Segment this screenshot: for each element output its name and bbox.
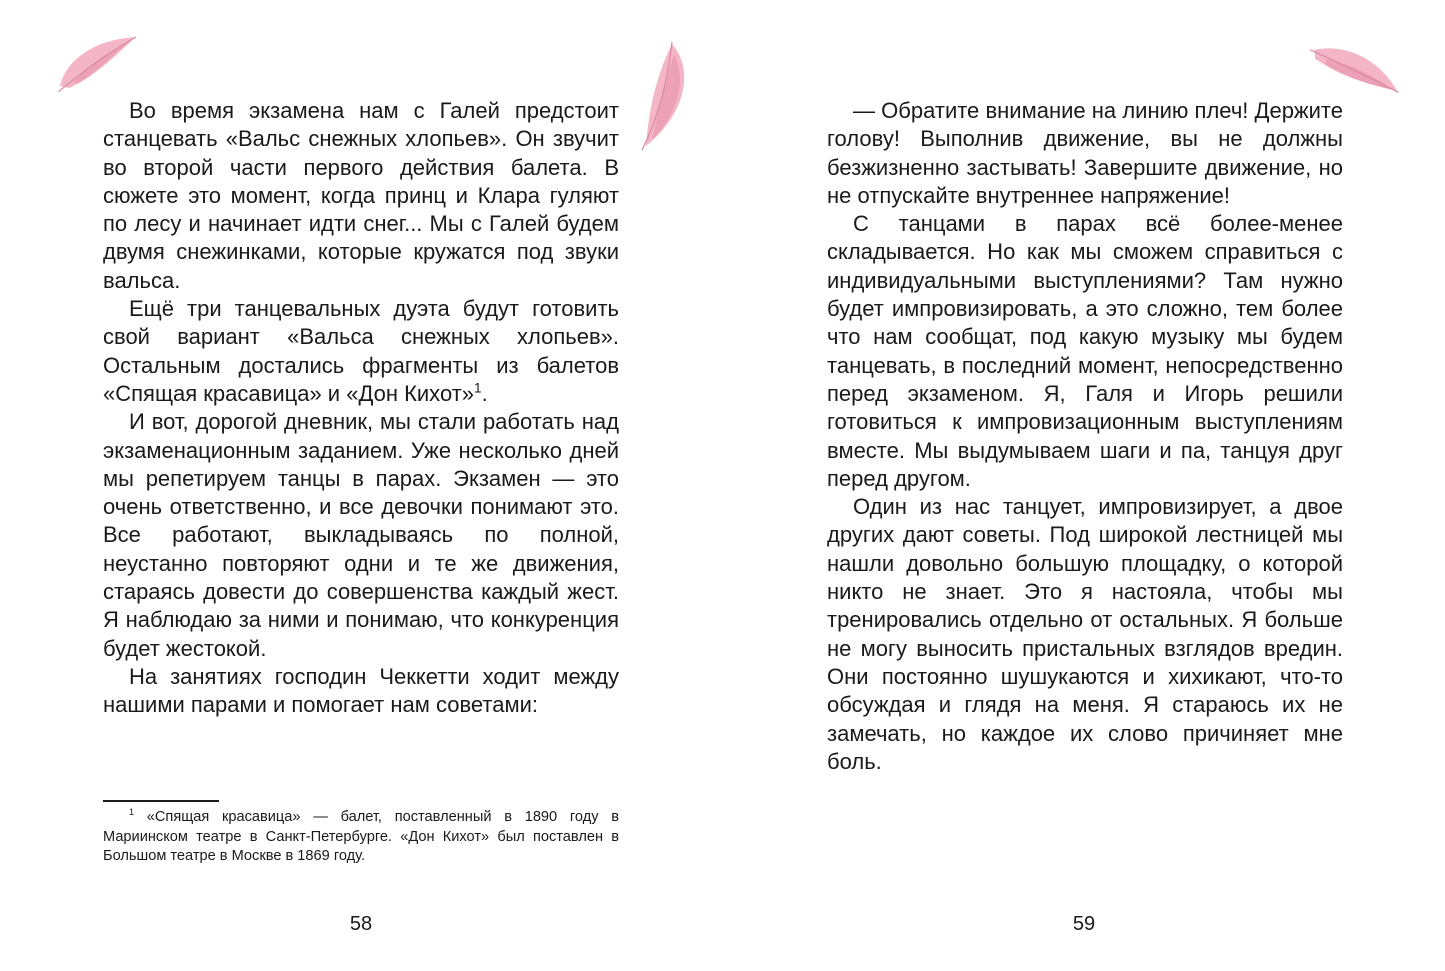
footnote-marker: 1 [129,807,135,818]
page-number: 58 [349,913,373,935]
paragraph: На занятиях господин Чеккетти ходит между нашими парами и помогает нам советами: [103,663,619,718]
footnote [103,808,619,867]
right-text-block [827,97,1343,776]
page-left [0,0,722,971]
paragraph: — Обратите внимание на линию плеч! Держите голову! Выполнив движение, вы не должны безжизненно застывать! Завершите движение, но не отпускайте внутреннее напряжение! [827,98,1343,208]
footnote-reference[interactable]: 1 [474,380,482,396]
page-right [723,0,1445,971]
paragraph: Один из нас танцует, импровизирует, а двое других дают советы. Под широкой лестницей мы нашли довольно большую площадку, о которой никто не знает. Это я настояла, чтобы мы тренировались отдельно от остальных. Я больше не могу выносить пристальных взглядов вредин. Они постоянно шушукаются и хихикают, что-то обсуждая и глядя на меня. Я стараюсь их не замечать, но каждое их слово причиняет мне боль. [827,494,1343,774]
paragraph: И вот, дорогой дневник, мы стали работать над экзаменационным заданием. Уже несколько дней мы репетируем танцы в парах. Экзамен — это очень ответственно, и все девочки понимают это. Все работают, выкладываясь по полной, неустанно повторяют одни и те же движения, стараясь довести до совершенства каждый жест. Я наблюдаю за ними и понимаю, что конкуренция будет жестокой. [103,409,619,661]
paragraph: Во время экзамена нам с Галей предстоит станцевать «Вальс снежных хлопьев». Он звучит во второй части первого действия балета. В сюжете это момент, когда принц и Клара гуляют по лесу и начинает идти снег... Мы с Галей будем двумя снежинками, которые кружатся под звуки вальса. [103,98,619,293]
paragraph: С танцами в парах всё более-менее складывается. Но как мы сможем справиться с индивидуальными выступлениями? Там нужно будет импровизировать, а это сложно, тем более что нам сообщат, под какую музыку мы будем танцевать, в последний момент, непосредственно перед экзаменом. Я, Галя и Игорь решили готовиться к импровизационным выступлениям вместе. Мы выдумываем шаги и па, танцуя друг перед другом. [827,211,1343,491]
footnote-divider [103,800,219,802]
pink-feather-icon [48,28,148,100]
paragraph-tail: . [481,380,488,406]
footnote-text: «Спящая красавица» — балет, поставленный в 1890 году в Мариинском театре в Санкт-Петербурге. «Дон Кихот» был поставлен в Большом театре в Москве в 1869 году. [103,809,619,864]
paragraph [103,295,619,408]
left-text-block [103,97,619,720]
page-number: 59 [1072,913,1096,935]
pink-feather-icon [632,40,696,152]
paragraph-text: Ещё три танцевальных дуэта будут готовить свой вариант «Вальса снежных хлопьев». Остальным достались фрагменты из балетов «Спящая красавица» и «Дон Кихот» [103,296,619,406]
